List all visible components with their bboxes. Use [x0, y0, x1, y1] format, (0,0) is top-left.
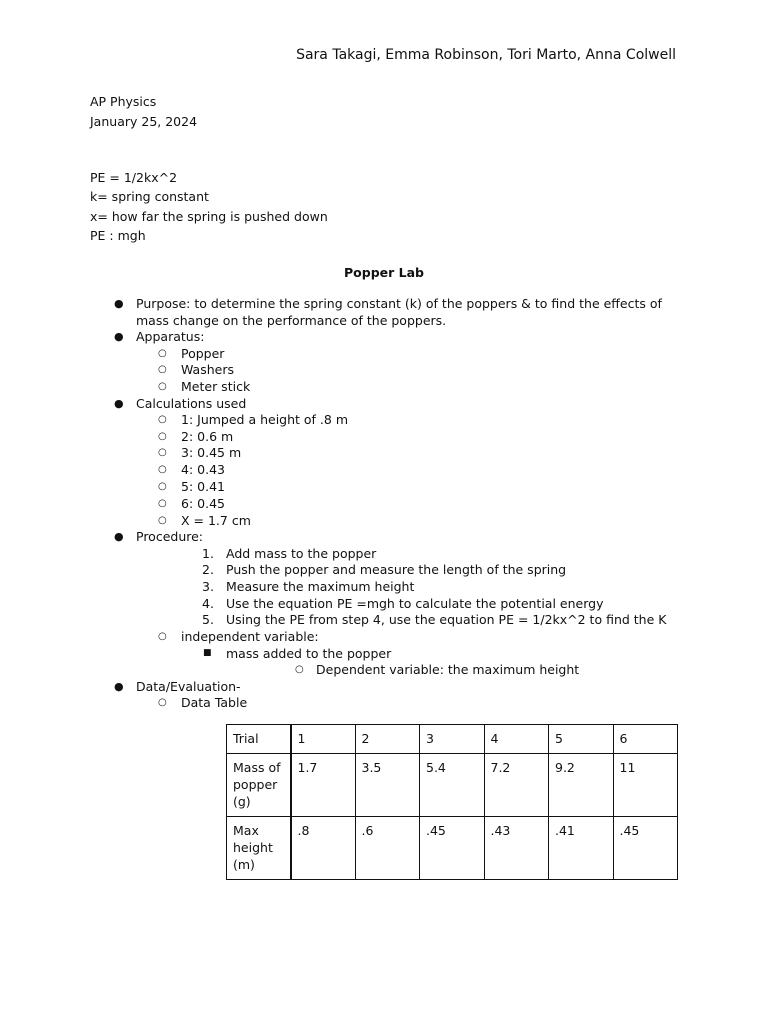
- procedure-step: Use the equation PE =mgh to calculate the potential energy: [226, 596, 604, 611]
- bullet-circle: ○: [158, 515, 167, 526]
- table-cell: 7.2: [484, 754, 549, 817]
- procedure-label: Procedure:: [136, 529, 204, 544]
- purpose-line-1: Purpose: to determine the spring constant (k) of the poppers & to find the effects of: [136, 296, 662, 311]
- bullet-disc: ●: [114, 297, 124, 310]
- apparatus-item: Washers: [181, 362, 234, 377]
- data-table-label: Data Table: [181, 695, 248, 710]
- table-cell: 9.2: [549, 754, 614, 817]
- bullet-disc: ●: [114, 397, 124, 410]
- bullet-circle: ○: [158, 697, 167, 708]
- page-title: Popper Lab: [344, 265, 424, 280]
- formula-k-definition: k= spring constant: [90, 189, 209, 204]
- bullet-circle: ○: [158, 498, 167, 509]
- calculation-item: 5: 0.41: [181, 479, 225, 494]
- step-number: 3.: [202, 579, 214, 594]
- table-cell: Max height (m): [227, 817, 291, 880]
- table-cell: 3.5: [355, 754, 420, 817]
- bullet-square: ■: [203, 648, 212, 658]
- independent-variable-label: independent variable:: [181, 629, 319, 644]
- bullet-circle: ○: [158, 481, 167, 492]
- report-date: January 25, 2024: [90, 114, 198, 129]
- bullet-circle: ○: [158, 348, 167, 359]
- dependent-variable: Dependent variable: the maximum height: [316, 662, 580, 677]
- step-number: 1.: [202, 546, 214, 561]
- procedure-step: Add mass to the popper: [226, 546, 377, 561]
- table-cell: 3: [420, 725, 485, 754]
- table-row: [227, 725, 678, 754]
- bullet-circle: ○: [295, 664, 304, 675]
- independent-variable-value: mass added to the popper: [226, 646, 392, 661]
- table-cell: .8: [291, 817, 356, 880]
- table-cell: 2: [355, 725, 420, 754]
- calculation-item: X = 1.7 cm: [181, 513, 251, 528]
- bullet-circle: ○: [158, 364, 167, 375]
- bullet-disc: ●: [114, 680, 124, 693]
- bullet-circle: ○: [158, 631, 167, 642]
- step-number: 4.: [202, 596, 214, 611]
- calculation-item: 1: Jumped a height of .8 m: [181, 412, 349, 427]
- calculation-item: 2: 0.6 m: [181, 429, 234, 444]
- table-cell: Mass of popper (g): [227, 754, 291, 817]
- calculation-item: 3: 0.45 m: [181, 445, 242, 460]
- calculation-item: 6: 0.45: [181, 496, 225, 511]
- bullet-circle: ○: [158, 381, 167, 392]
- apparatus-item: Meter stick: [181, 379, 251, 394]
- table-cell: 11: [613, 754, 678, 817]
- table-row: [227, 817, 678, 880]
- purpose-line-2: mass change on the performance of the poppers.: [136, 313, 447, 328]
- calculations-label: Calculations used: [136, 396, 247, 411]
- table-cell: 5: [549, 725, 614, 754]
- table-cell: 5.4: [420, 754, 485, 817]
- table-cell: .6: [355, 817, 420, 880]
- calculation-item: 4: 0.43: [181, 462, 225, 477]
- authors-line: Sara Takagi, Emma Robinson, Tori Marto, Anna Colwell: [296, 47, 676, 63]
- step-number: 2.: [202, 562, 214, 577]
- procedure-step: Using the PE from step 4, use the equation PE = 1/2kx^2 to find the K: [226, 612, 667, 627]
- bullet-circle: ○: [158, 447, 167, 458]
- table-cell: Trial: [227, 725, 291, 754]
- bullet-disc: ●: [114, 330, 124, 343]
- formula-pe-gravity: PE : mgh: [90, 228, 146, 243]
- procedure-step: Measure the maximum height: [226, 579, 415, 594]
- table-cell: 4: [484, 725, 549, 754]
- data-evaluation-label: Data/Evaluation-: [136, 679, 241, 694]
- bullet-circle: ○: [158, 414, 167, 425]
- table-row: [227, 754, 678, 817]
- bullet-circle: ○: [158, 464, 167, 475]
- procedure-step: Push the popper and measure the length of the spring: [226, 562, 567, 577]
- table-cell: 6: [613, 725, 678, 754]
- table-cell: .43: [484, 817, 549, 880]
- table-cell: 1.7: [291, 754, 356, 817]
- data-table: [226, 724, 678, 880]
- table-cell: .45: [420, 817, 485, 880]
- table-cell: 1: [291, 725, 356, 754]
- apparatus-label: Apparatus:: [136, 329, 205, 344]
- apparatus-item: Popper: [181, 346, 225, 361]
- bullet-disc: ●: [114, 530, 124, 543]
- bullet-circle: ○: [158, 431, 167, 442]
- table-cell: .41: [549, 817, 614, 880]
- formula-x-definition: x= how far the spring is pushed down: [90, 209, 328, 224]
- step-number: 5.: [202, 612, 214, 627]
- course-name: AP Physics: [90, 94, 157, 109]
- formula-pe-spring: PE = 1/2kx^2: [90, 170, 178, 185]
- table-cell: .45: [613, 817, 678, 880]
